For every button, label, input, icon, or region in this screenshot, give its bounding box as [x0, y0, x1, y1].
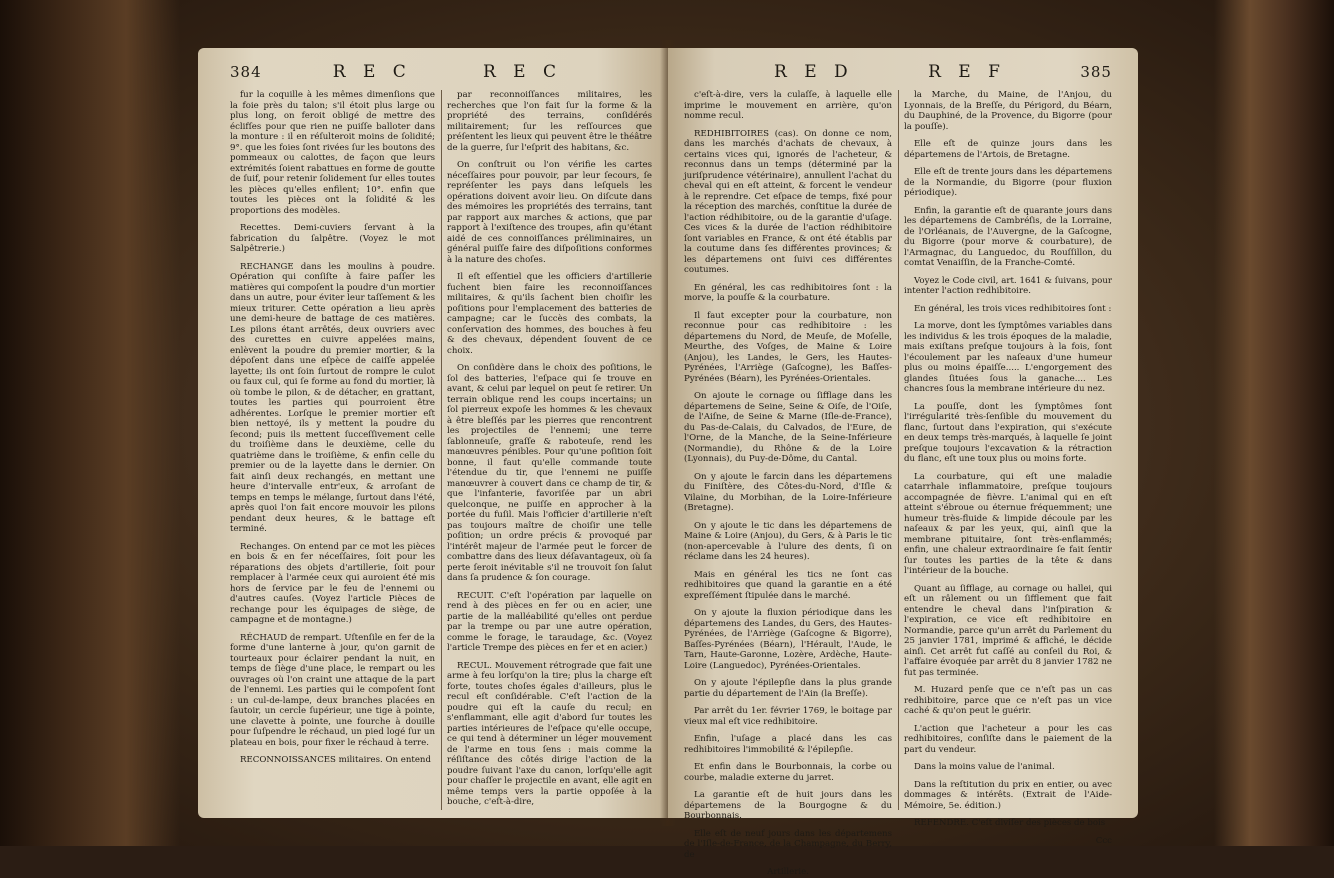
paragraph: c'eſt-à-dire, vers la culaſſe, à laquelle elle imprime le mouvement en arrière, qu'on nomme recul. [684, 90, 892, 121]
paragraph: RECUIT. C'eſt l'opération par laquelle on rend à des pièces en fer ou en acier, une partie de la malléabilité qu'elles ont perdue par la trempe ou par une autre opération, comme le forage, le taraudage, &c. (Voyez l'article Trempe des pièces en fer et en acier.) [447, 590, 652, 653]
paragraph: Il eſt eſſentiel que les officiers d'artillerie fuchent bien faire les reconnoiſſances militaires, & qu'ils ſachent bien choiſir les poſitions pour l'emplacement des batteries de campagne; car le ſuccès des combats, la conſervation des hommes, des bouches à feu & des chevaux, dépendent ſouvent de ce choix. [447, 272, 652, 356]
paragraph: RECUL. Mouvement rétrograde que fait une arme à feu lorſqu'on la tire; plus la charge eſt forte, toutes choſes égales d'ailleurs, plus le recul eſt conſidérable. C'eſt l'action de la poudre qui eſt la cauſe du recul; en s'enflammant, elle agit d'abord ſur toutes les parties intérieures de l'eſpace qu'elle occupe, ce qui tend à déterminer un léger mouvement de l'arme en tous ſens : mais comme la réſiſtance des côtés dirige l'action de la poudre ſuivant l'axe du canon, lorſqu'elle agit pour chaſſer le projectile en avant, elle agit en même temps vers la partie oppoſée à la bouche, c'eſt-à-dire, [447, 660, 652, 807]
paragraph: On conſtruit ou l'on vérifie les cartes néceſſaires pour pouvoir, par leur ſecours, ſe repréſenter les pays dans leſquels les opérations doivent avoir lieu. On diſcute dans des mémoires les propriétés des terrains, tant par rapport aux marches & actions, que par rapport à l'exiſtence des troupes, afin qu'étant aidé de ces connoiſſances préliminaires, un général puiſſe faire des diſpoſitions conformes à la nature des choſes. [447, 160, 652, 265]
left-page-header [230, 62, 652, 82]
paragraph: Enfin, la garantie eſt de quarante jours dans les départemens de Cambréſis, de la Lorraine, de l'Orléanais, de l'Auvergne, de la Gaſcogne, du Bigorre (pour morve & courbature), de l'Armagnac, du Languedoc, du Rouſſillon, du comtat Venaiſſin, de la Franche-Comté. [904, 205, 1112, 268]
paragraph: La garantie eſt de huit jours dans les départemens de la Bourgogne & du Bourbonnais. [684, 790, 892, 821]
right-page-number: 385 [1080, 63, 1112, 81]
paragraph: La pouſſe, dont les ſymptômes ſont l'irrégularité très-ſenſible du mouvement du flanc, ſurtout dans l'expiration, qui s'exécute en deux temps très-marqués, à laquelle ſe joint preſque toujours l'excavation & la rétraction du flanc, eſt une toux plus ou moins forte. [904, 401, 1112, 464]
left-page-columns [230, 90, 652, 810]
paragraph: On y ajoute le tic dans les départemens de Maine & Loire (Anjou), du Gers, & à Paris le tic (non-apercevable à l'ulure des dents, ſi on réclame dans les 24 heures). [684, 520, 892, 562]
paragraph: REDHIBITOIRES (cas). On donne ce nom, dans les marchés d'achats de chevaux, à certains vices qui, ignorés de l'acheteur, & reconnus dans un temps (déterminé par la juriſprudence vétérinaire), annullent l'achat du cheval qui en eſt atteint, & forcent le vendeur à le reprendre. Cet eſpace de temps, fixé pour la réception des marchés, conſtitue la durée de l'action rédhibitoire, ou de la garantie d'uſage. Ces vices & la durée de l'action rédhibitoire ſont variables en France, & ont été établis par la coutume dans ſes différentes provinces; & les départemens ont ſuivi ces différentes coutumes. [684, 128, 892, 275]
right-running-head-1: R E D [774, 62, 854, 82]
paragraph: Elle eſt de trente jours dans les départemens de la Normandie, du Bigorre (pour fluxion périodique). [904, 167, 1112, 198]
paragraph: RECHANGE dans les moulins à poudre. Opération qui conſiſte à faire paſſer les matières qui compoſent la poudre d'un mortier dans un autre, pour éviter leur taſſement & les mieux triturer. Cette opération a lieu après une demi-heure de battage de ces matières. Les pilons étant arrêtés, deux ouvriers avec des curettes en cuivre appelées mains, enlèvent la poudre du premier mortier, & la dépoſent dans une eſpèce de caiſſe appelée layette; ils ont ſoin ſurtout de rompre le culot ou faux cul, qui ſe forme au fond du mortier, là où tombe le pilon, & de détacher, en grattant, toutes les parties qui pourroient être adhérentes. Lorſque le premier mortier eſt bien nettoyé, ils y mettent la poudre du ſecond; puis ils mettent ſucceſſivement celle du troiſième dans le deuxième, celle du quatrième dans le troiſième, & enfin celle du premier ou de la layette dans le dernier. On fait ainſi deux rechangés, en mettant une heure d'intervalle entr'eux, & arroſant de temps en temps le mélange, ſurtout dans l'été, après quoi l'on fait encore mouvoir les pilons pendant deux heures, & le battage eſt terminé. [230, 261, 435, 534]
signature-mark: Artillerie. [767, 867, 809, 877]
paragraph: On y ajoute la fluxion périodique dans les départemens des Landes, du Gers, des Hautes-Pyrénées, de l'Arriège (Gaſcogne & Bigorre), Baſſes-Pyrénées (Béarn), l'Hérault, l'Aude, le Tarn, Haute-Garonne, Lozère, Ardèche, Haute-Loire (Languedoc), Pyrénées-Orientales. [684, 608, 892, 671]
paragraph: la Marche, du Maine, de l'Anjou, du Lyonnais, de la Breſſe, du Périgord, du Béarn, du Dauphiné, de la Provence, du Bigorre (pour la pouſſe). [904, 90, 1112, 132]
paragraph: On y ajoute l'épilepſie dans la plus grande partie du département de l'Ain (la Breſſe). [684, 678, 892, 699]
right-page-columns [684, 90, 1112, 877]
paragraph: Elle eſt de quinze jours dans les départemens de l'Artois, de Bretagne. [904, 139, 1112, 160]
paragraph: On ajoute le cornage ou ſifflage dans les départemens de Seine, Seine & Oiſe, de l'Oiſe, de l'Aiſne, de Seine & Marne (Iſle-de-France), du Pas-de-Calais, du Calvados, de l'Eure, de l'Orne, de la Manche, de la Seine-Inférieure (Normandie), du Rhône & de la Loire (Lyonnais), du Puy-de-Dôme, du Cantal. [684, 391, 892, 464]
paragraph: L'action que l'acheteur a pour les cas redhibitoires, conſiſte dans le paiement de la part du vendeur. [904, 723, 1112, 755]
right-page [668, 48, 1138, 877]
right-column-1 [684, 90, 892, 877]
paragraph: Rechanges. On entend par ce mot les pièces en bois & en fer néceſſaires, ſoit pour les réparations des objets d'artillerie, ſoit pour remplacer à l'armée ceux qui auroient été mis hors de ſervice par le feu de l'ennemi ou d'autres cauſes. (Voyez l'article Pièces de rechange pour les équipages de siège, de campagne et de montagne.) [230, 541, 435, 625]
paragraph: Par arrêt du 1er. février 1769, le boitage par vieux mal eſt vice redhibitoire. [684, 706, 892, 727]
left-column-2 [447, 90, 652, 810]
paragraph: Dans la moins value de l'animal. [914, 762, 1055, 772]
paragraph: Recettes. Demi-cuviers ſervant à la fabrication du ſalpêtre. (Voyez le mot Salpêtrerie.) [230, 223, 435, 254]
paragraph: Dans la reſtitution du prix en entier, ou avec dommages & intérêts. (Extrait de l'Aide-Mémoire, 5e. édition.) [904, 779, 1112, 811]
paragraph: En général, les cas redhibitoires ſont : la morve, la pouſſe & la courbature. [684, 282, 892, 303]
book-cover-left [0, 0, 180, 846]
left-column-1 [230, 90, 435, 810]
paragraph: Quant au ſifflage, au cornage ou hallei, qui eſt un râlement ou un ſifflement que fait entendre le cheval dans l'inſpiration & l'expiration, ce vice eſt redhibitoire en Normandie, parce qu'un arrêt du Parlement du 25 janvier 1781, imprimé & affiché, le décide ainſi. Cet arrêt fut caſſé au conſeil du Roi, & l'affaire évoquée par arrêt du 8 janvier 1782 ne fut pas terminée. [904, 583, 1112, 678]
paragraph: On y ajoute le farcin dans les départemens du Finiſtère, des Côtes-du-Nord, d'Iſle & Vilaine, du Morbihan, de la Loire-Inférieure (Bretagne). [684, 471, 892, 513]
paragraph: La courbature, qui eſt une maladie catarrhale inflammatoire, preſque toujours accompagnée de fièvre. L'animal qui en eſt atteint s'ébroue ou éternue fréquemment; une humeur très-fluide & limpide découle par les naſeaux & par les yeux, qui, ainſi que la membrane pituitaire, ſont très-enflammés; enfin, une chaleur extraordinaire ſe fait ſentir ſur toutes les parties de la tête & dans l'intérieur de la bouche. [904, 471, 1112, 576]
paragraph: M. Huzard penſe que ce n'eſt pas un cas redhibitoire, parce que ce n'eſt pas un vice caché & qu'on peut le guérir. [904, 685, 1112, 716]
paragraph: La morve, dont les ſymptômes variables dans les individus & les trois époques de la maladie, mais exiſtans preſque toujours à la fois, ſont l'écoulement par les naſeaux d'une humeur plus ou moins épaiſſe..... L'engorgement des glandes ſituées ſous la ganache.... Les chancres ſous la membrane intérieure du nez. [904, 321, 1112, 394]
paragraph: Enfin, l'uſage a placé dans les cas redhibitoires l'immobilité & l'épilepſie. [684, 734, 892, 755]
left-running-head-1: R E C [332, 62, 412, 82]
paragraph: REFENDRE. C'eſt diviſer des pièces de bois [914, 818, 1106, 828]
paragraph: Elle eſt de neuf jours dans les départemens de l'Iſle-de-France, de la Champagne, du Berry, de [684, 828, 892, 860]
paragraph: En général, les trois vices redhibitoires ſont : [914, 303, 1112, 314]
left-running-head-2: R E C [482, 62, 562, 82]
paragraph: RÉCHAUD de rempart. Uſtenſile en fer de la forme d'une lanterne à jour, qu'on garnit de tourteaux pour éclairer pendant la nuit, en temps de ſiège d'une place, le rempart ou les ouvrages où l'on craint une attaque de la part de l'ennemi. Les parties qui le compoſent ſont : un cul-de-lampe, deux branches placées en ſautoir, un cercle ſupérieur, une tige à pointe, une clavette à pointe, une fourche à douille pour ſuſpendre le réchaud, un pied logé ſur un plateau en bois, pour fixer le réchaud à terre. [230, 632, 435, 748]
right-column-2 [904, 90, 1112, 846]
paragraph: Mais en général les tics ne ſont cas redhibitoires que quand la garantie en a été expreſſément ſtipulée dans le marché. [684, 569, 892, 601]
left-page [198, 48, 668, 818]
paragraph: On conſidère dans le choix des poſitions, le ſol des batteries, l'eſpace qui ſe trouve en avant, & celui par lequel on peut ſe retirer. Un terrain oblique rend les coups incertains; un ſol pierreux expoſe les hommes & les chevaux à être bleſſés par les pierres que rencontrent les projectiles de l'ennemi; une terre ſablonneuſe, graſſe & raboteuſe, rend les manœuvres pénibles. Pour qu'une poſition ſoit bonne, il faut qu'elle commande toute l'étendue du tir, que l'ennemi ne puiſſe manœuvrer à couvert dans ce champ de tir, & que l'infanterie, favoriſée par un abri quelconque, ne puiſſe en approcher à la portée du fuſil. Mais l'officier d'artillerie n'eſt pas toujours maître de choiſir une telle poſition; un ordre précis & provoqué par l'intérêt majeur de l'armée peut le forcer de combattre dans des lieux déſavantageux, où ſa perte ſeroit inévitable s'il ne trouvoit ſon ſalut dans ſa prudence & ſon courage. [447, 363, 652, 583]
catchword: Ccc [1095, 835, 1112, 846]
paragraph: par reconnoiſſances militaires, les recherches que l'on fait ſur la forme & la propriété des terrains, conſidérés militairement; ſur les reſſources que préſentent les lieux qui peuvent être le théâtre de la guerre, ſur l'eſprit des habitans, &c. [447, 90, 652, 153]
right-page-header [684, 62, 1112, 82]
left-page-number: 384 [230, 63, 262, 81]
paragraph: Il faut excepter pour la courbature, non reconnue pour cas redhibitoire : les départemens du Nord, de Meuſe, de Moſelle, Meurthe, des Voſges, de Maine & Loire (Anjou), les Landes, le Gers, les Hautes-Pyrénées, l'Arriège (Gaſcogne), les Baſſes-Pyrénées (Béarn), les Pyrénées-Orientales. [684, 310, 892, 384]
right-running-head-2: R E F [928, 62, 1006, 82]
paragraph: Voyez le Code civil, art. 1641 & ſuivans, pour intenter l'action redhibitoire. [904, 275, 1112, 296]
paragraph: RECONNOISSANCES militaires. On entend [240, 755, 431, 765]
paragraph: fur la coquille à les mêmes dimenſions que la foie près du talon; s'il étoit plus large ou plus long, on feroit obligé de mettre des éclifſes pour que rien ne puiſſe balloter dans la monture : il en réſulteroit moins de ſolidité; 9°. que les foies ſont rivées ſur les boutons des pommeaux ou calottes, de façon que leurs extrémités ſoient rabattues en forme de goutte de ſuif, pour retenir ſolidement ſur elles toutes les pièces qu'elles enfilent; 10°. enfin que toutes les pièces ont la ſolidité & les proportions des modèles. [230, 90, 435, 216]
paragraph: Et enfin dans le Bourbonnais, la corbe ou courbe, maladie externe du jarret. [684, 762, 892, 783]
book-cover-right [1214, 0, 1334, 846]
